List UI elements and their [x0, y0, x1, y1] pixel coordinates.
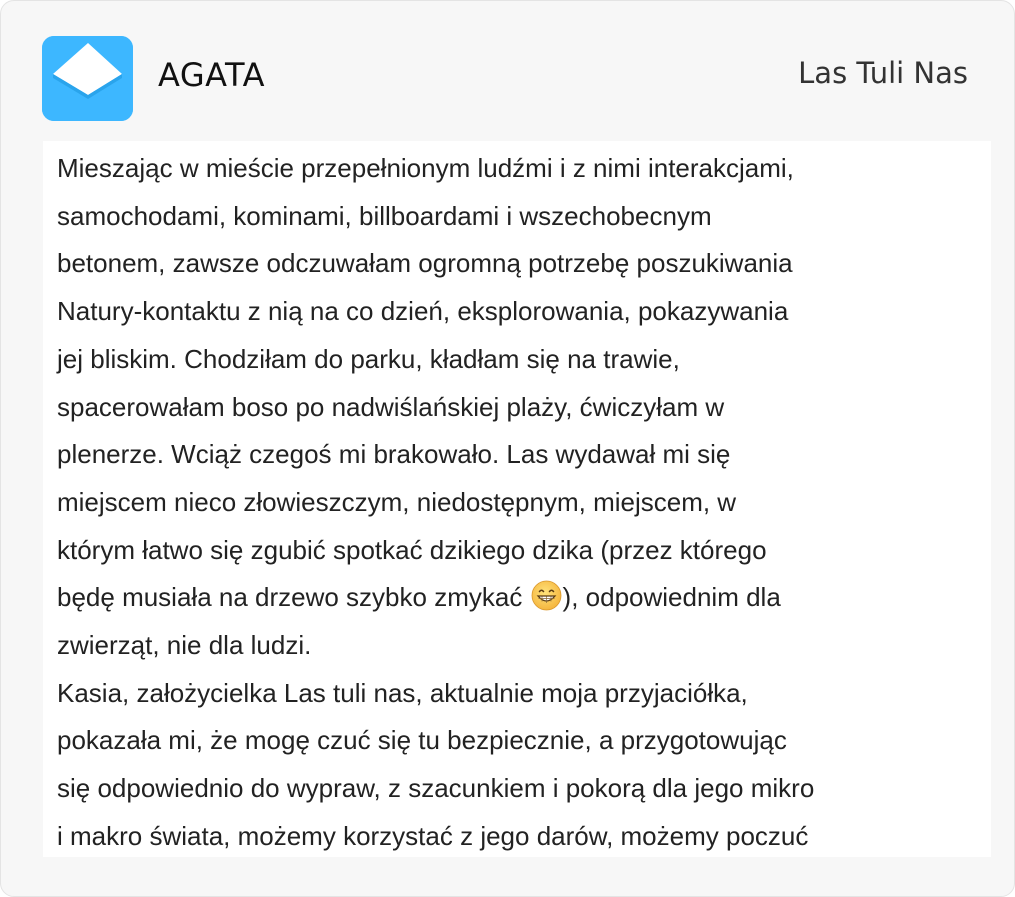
testimonial-text — [43, 141, 991, 857]
card-header — [1, 1, 1014, 141]
text-line: Natury-kontaktu z nią na co dzień, eksplorowania, pokazywania — [57, 296, 789, 327]
text-line: Mieszając w mieście przepełnionym ludźmi i z nimi interakcjami, — [57, 153, 794, 183]
text-line — [57, 574, 987, 622]
author-name: AGATA — [158, 56, 265, 94]
text-line: którym łatwo się zgubić spotkać dzikiego dzika (przez którego — [57, 534, 767, 565]
text-line: Kasia, założycielka Las tuli nas, aktualnie moja przyjaciółka, — [57, 677, 748, 708]
text-line: zwierząt, nie dla ludzi. — [57, 630, 312, 661]
text-line: jej bliskim. Chodziłam do parku, kładłam się na trawie, — [57, 343, 680, 374]
text-segment: ), odpowiednim dla — [562, 582, 781, 613]
text-line: się odpowiednio do wypraw, z szacunkiem i pokorą dla jego mikro — [57, 773, 815, 804]
text-line: betonem, zawsze odczuwałam ogromną potrzebę poszukiwania — [57, 248, 793, 279]
grinning-face-emoji — [531, 579, 562, 610]
text-line: miejscem nieco złowieszczym, niedostępnym, miejscem, w — [57, 486, 737, 517]
text-line: pokazała mi, że mogę czuć się tu bezpiecznie, a przygotowując — [57, 725, 787, 756]
envelope-icon — [42, 36, 133, 121]
project-name: Las Tuli Nas — [798, 56, 968, 90]
text-segment: będę musiała na drzewo szybko zmykać — [57, 582, 530, 613]
text-line: samochodami, kominami, billboardami i wszechobecnym — [57, 200, 712, 231]
text-line: spacerowałam boso po nadwiślańskiej plaży, ćwiczyłam w — [57, 391, 725, 422]
text-line: i makro świata, możemy korzystać z jego darów, możemy poczuć — [57, 820, 809, 851]
text-line: plenerze. Wciąż czegoś mi brakowało. Las wydawał mi się — [57, 439, 731, 470]
